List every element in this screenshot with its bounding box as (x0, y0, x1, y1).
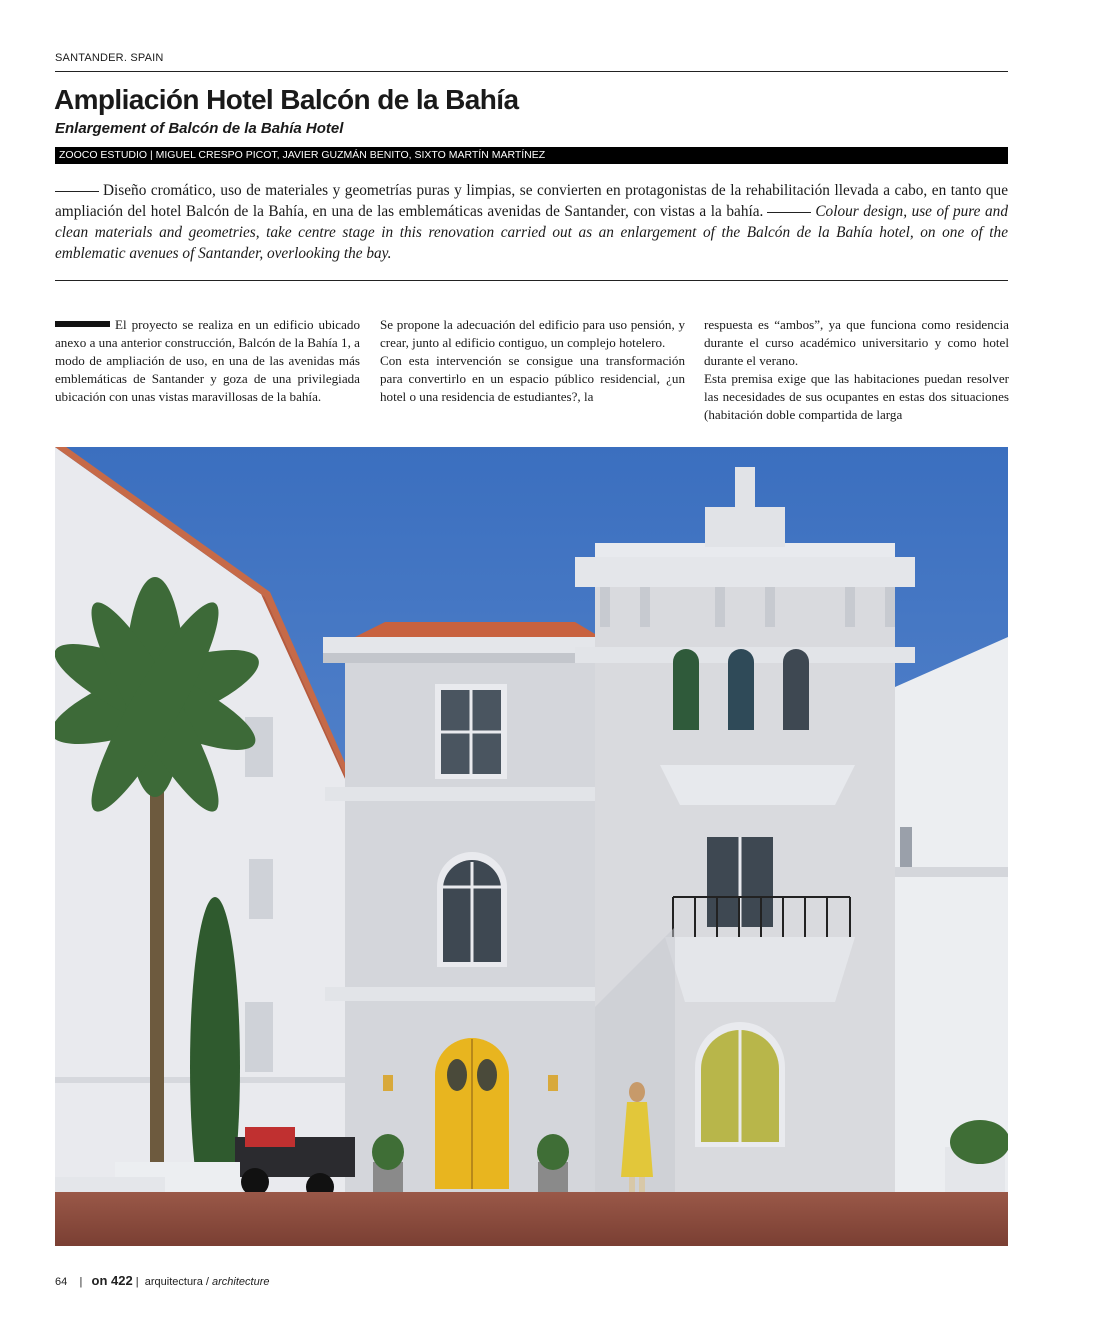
col3-paragraph-1: respuesta es “ambos”, ya que funciona como residencia durante el curso académico universitario y como hotel durante el verano. (704, 317, 1009, 369)
body-column-1 (55, 316, 360, 406)
lead-dash (55, 191, 99, 192)
lead-dash-2 (767, 212, 811, 213)
lead-spanish: Diseño cromático, uso de materiales y geometrías puras y limpias, se convierten en protagonistas de la rehabilitación llevada a cabo, en tanto que ampliación del hotel Balcón de la Bahía, en una de las emblemáticas avenidas de Santander, con vistas a la bahía. (55, 182, 1008, 220)
lead-paragraph (55, 180, 1008, 264)
page-footer (55, 1273, 270, 1288)
footer-separator: | (79, 1276, 83, 1288)
credits-bar: ZOOCO ESTUDIO | MIGUEL CRESPO PICOT, JAVIER GUZMÁN BENITO, SIXTO MARTÍN MARTÍNEZ (55, 147, 1008, 164)
brick-pavement (55, 1192, 1008, 1246)
top-rule (55, 71, 1008, 72)
body-column-3 (704, 316, 1009, 425)
col2-paragraph-1: Se propone la adecuación del edificio para uso pensión, y crear, junto al edificio contiguo, un complejo hotelero. (380, 317, 685, 351)
col2-paragraph-2: Con esta intervención se consigue una transformación para convertirlo en un espacio público residencial, ¿un hotel o una residencia de estudiantes?, la (380, 353, 685, 405)
paragraph-bar (55, 321, 110, 327)
col3-paragraph-2: Esta premisa exige que las habitaciones puedan resolver las necesidades de sus ocupantes en estas dos situaciones (habitación doble compartida de larga (704, 371, 1009, 423)
footer-section: arquitectura / (144, 1276, 213, 1288)
article-subtitle: Enlargement of Balcón de la Bahía Hotel (55, 120, 344, 137)
magazine-issue: on 422 (91, 1273, 133, 1288)
middle-rule (55, 280, 1008, 281)
article-title: Ampliación Hotel Balcón de la Bahía (54, 84, 519, 115)
footer-section-english: architecture (212, 1276, 270, 1288)
section-kicker: SANTANDER. SPAIN (55, 52, 164, 64)
lead-english: Colour design, use of pure and clean materials and geometries, take centre stage in this renovation carried out as an enlargement of the Balcón de la Bahía hotel, on one of the emblematic avenues of Santander, overlooking the bay. (55, 203, 1008, 262)
col1-text: El proyecto se realiza en un edificio ubicado anexo a una anterior construcción, Balcón de la Bahía 1, a modo de ampliación de uso, en una de las avenidas más emblemáticas de Santander y goza de una privilegiada ubicación con unas vistas maravillosas de la bahía. (55, 317, 360, 405)
body-column-2 (380, 316, 685, 406)
page-number: 64 (55, 1276, 68, 1288)
footer-separator-2: | (135, 1276, 139, 1288)
roof-tiles (355, 622, 600, 637)
building-photo (55, 447, 1008, 1246)
